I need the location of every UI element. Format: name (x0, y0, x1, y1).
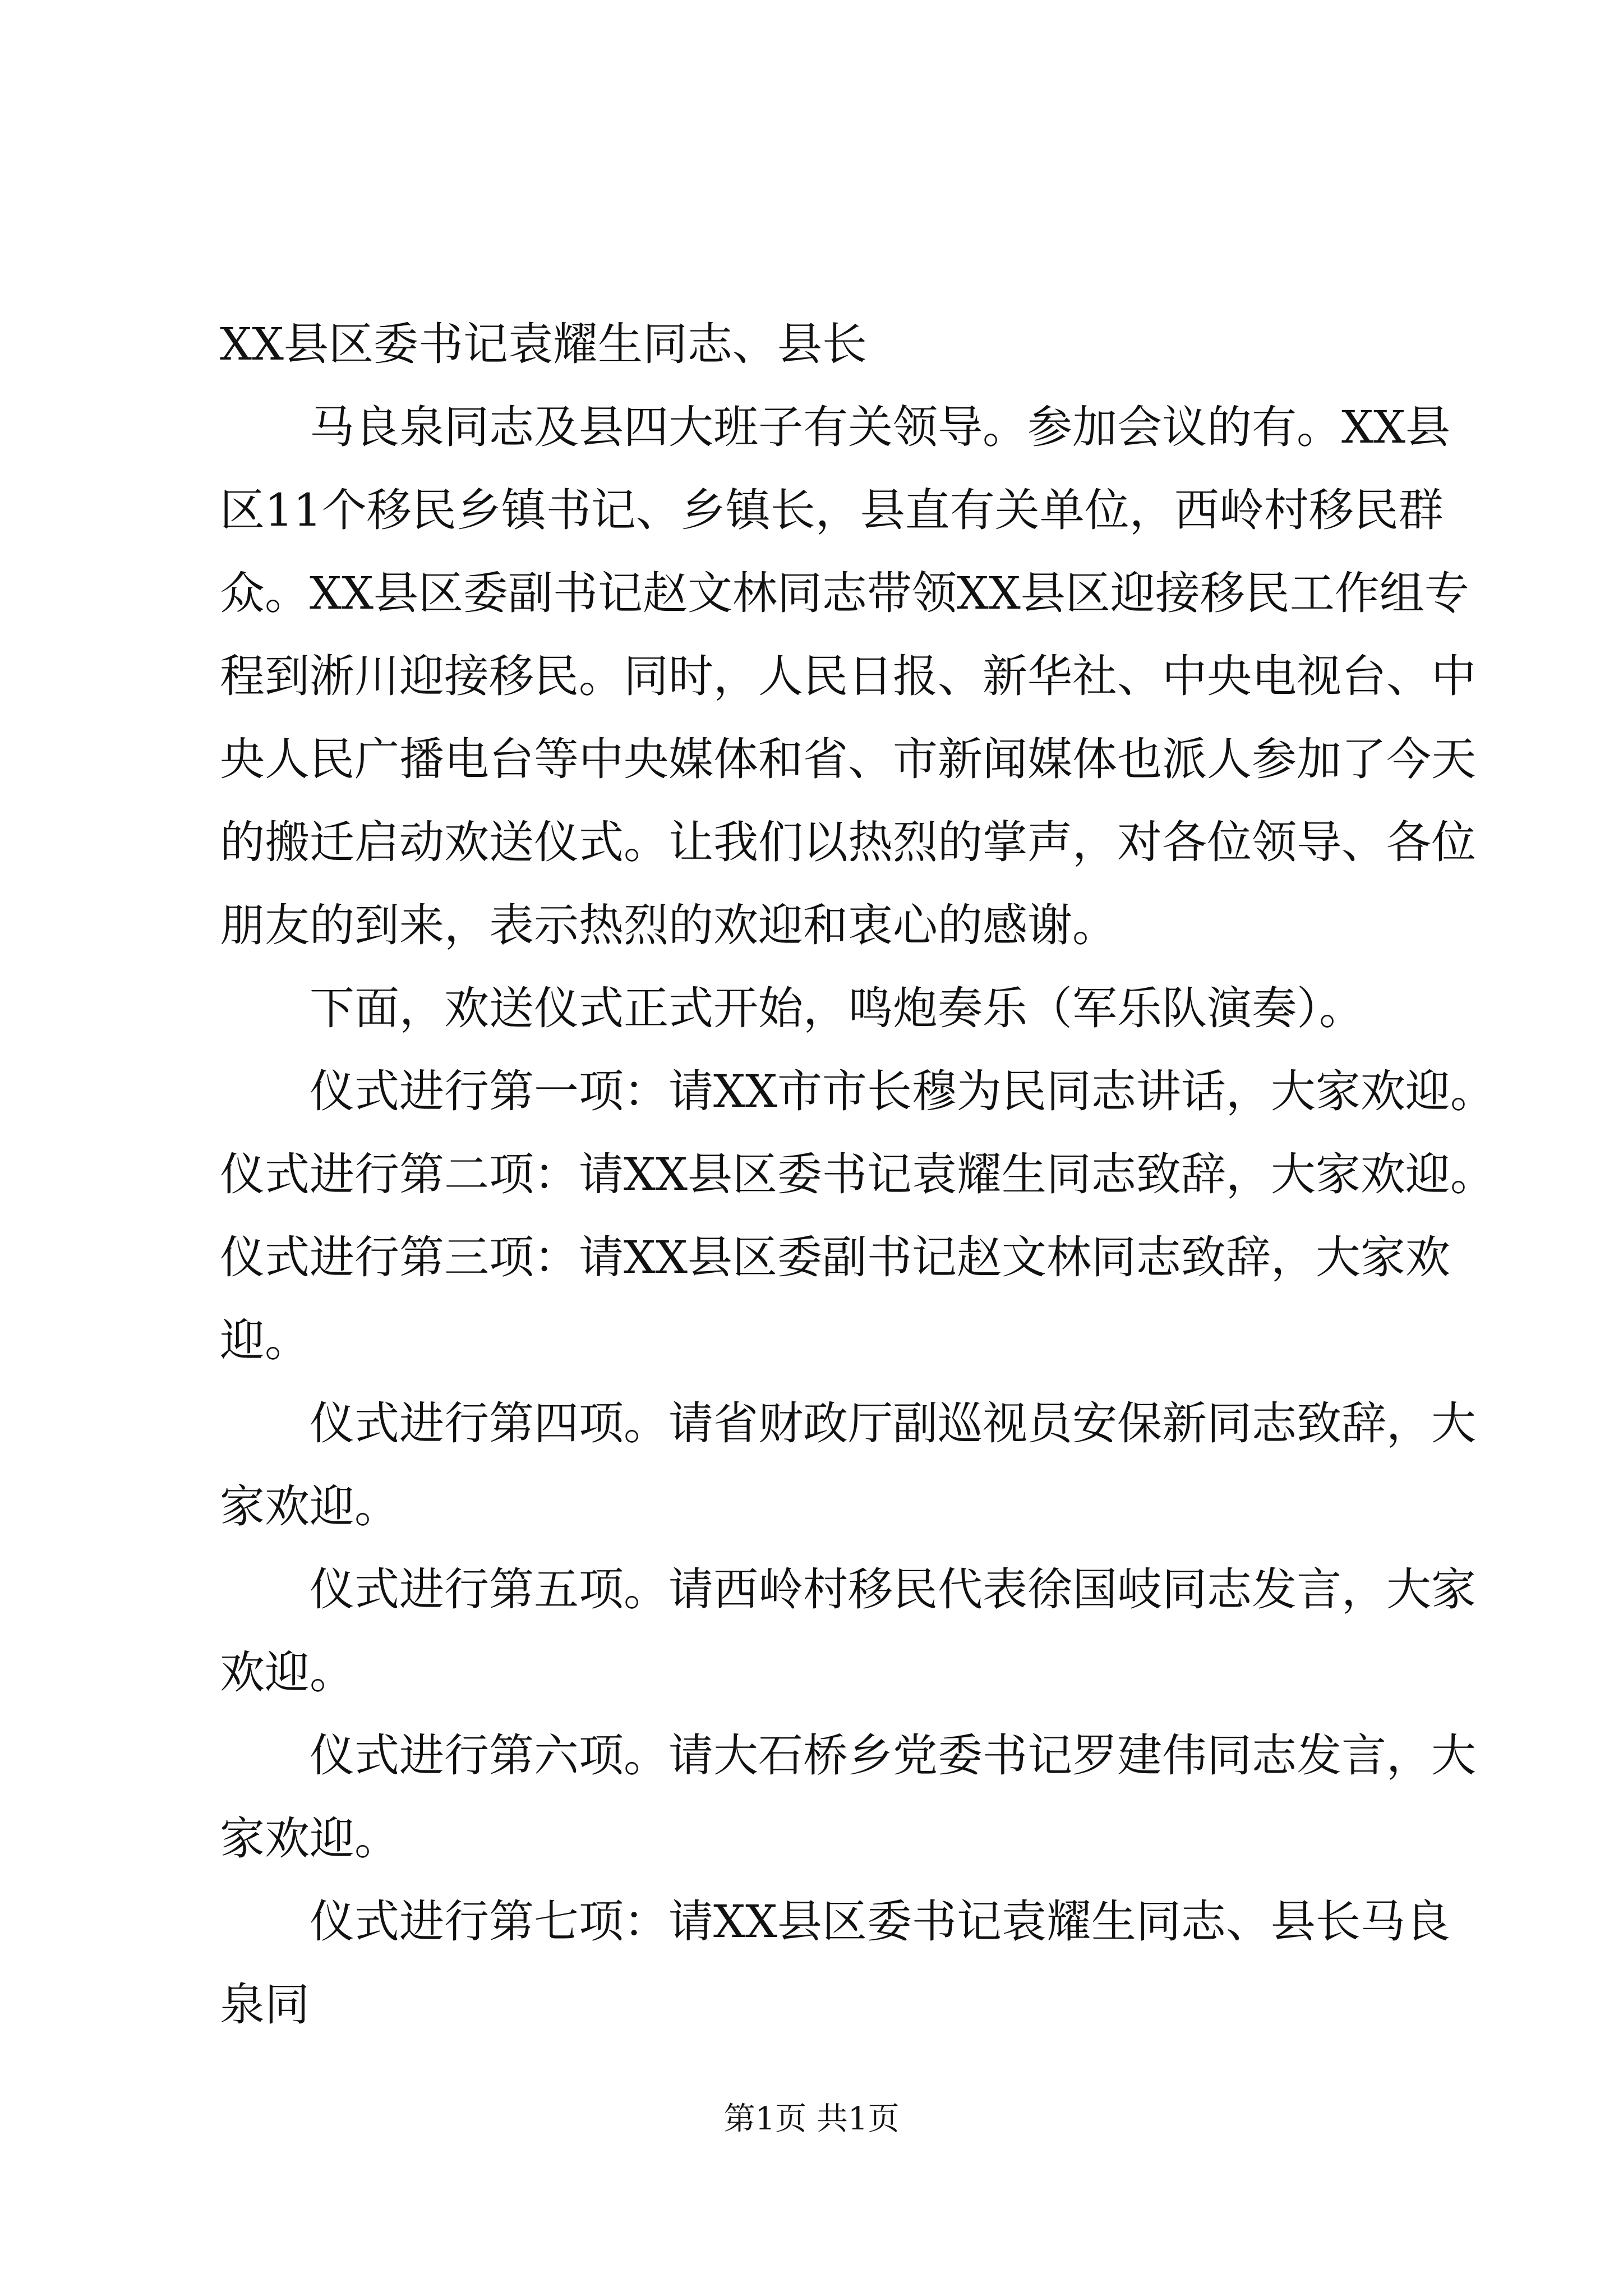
text-line: 程到淅川迎接移民。同时，人民日报、新华社、中央电视台、中 (220, 650, 1476, 702)
text-line: 仪式进行第五项。请西岭村移民代表徐国岐同志发言，大家 (310, 1563, 1476, 1616)
text-line: 家欢迎。 (220, 1812, 399, 1865)
text-line: XX县区委书记袁耀生同志、县长 (220, 318, 867, 370)
page-footer: 第1页 共1页 (723, 2101, 900, 2137)
text-line: 马良泉同志及县四大班子有关领导。参加会议的有。XX县 (310, 401, 1450, 453)
document-body (220, 303, 1495, 2046)
text-line: 仪式进行第三项：请XX县区委副书记赵文林同志致辞，大家欢 (220, 1231, 1450, 1283)
text-line: 央人民广播电台等中央媒体和省、市新闻媒体也派人参加了今天 (220, 733, 1476, 785)
text-line: 区11个移民乡镇书记、乡镇长，县直有关单位，西岭村移民群 (220, 484, 1444, 536)
text-line: 朋友的到来，表示热烈的欢迎和衷心的感谢。 (220, 899, 1117, 951)
text-line: 的搬迁启动欢送仪式。让我们以热烈的掌声，对各位领导、各位 (220, 816, 1476, 868)
text-line: 仪式进行第二项：请XX县区委书记袁耀生同志致辞，大家欢迎。 (220, 1148, 1495, 1200)
text-line: 仪式进行第六项。请大石桥乡党委书记罗建伟同志发言，大 (310, 1729, 1476, 1782)
text-line: 迎。 (220, 1314, 310, 1366)
text-line: 泉同 (220, 1978, 310, 2031)
text-line: 下面，欢送仪式正式开始，鸣炮奏乐（军乐队演奏）。 (310, 982, 1364, 1034)
text-line: 仪式进行第七项：请XX县区委书记袁耀生同志、县长马良 (310, 1895, 1450, 1948)
text-line: 仪式进行第一项：请XX市市长穆为民同志讲话，大家欢迎。 (310, 1065, 1495, 1117)
text-line: 欢迎。 (220, 1646, 354, 1699)
text-line: 家欢迎。 (220, 1480, 399, 1533)
text-line: 众。XX县区委副书记赵文林同志带领XX县区迎接移民工作组专 (220, 567, 1469, 619)
text-line: 仪式进行第四项。请省财政厅副巡视员安保新同志致辞，大 (310, 1397, 1476, 1450)
